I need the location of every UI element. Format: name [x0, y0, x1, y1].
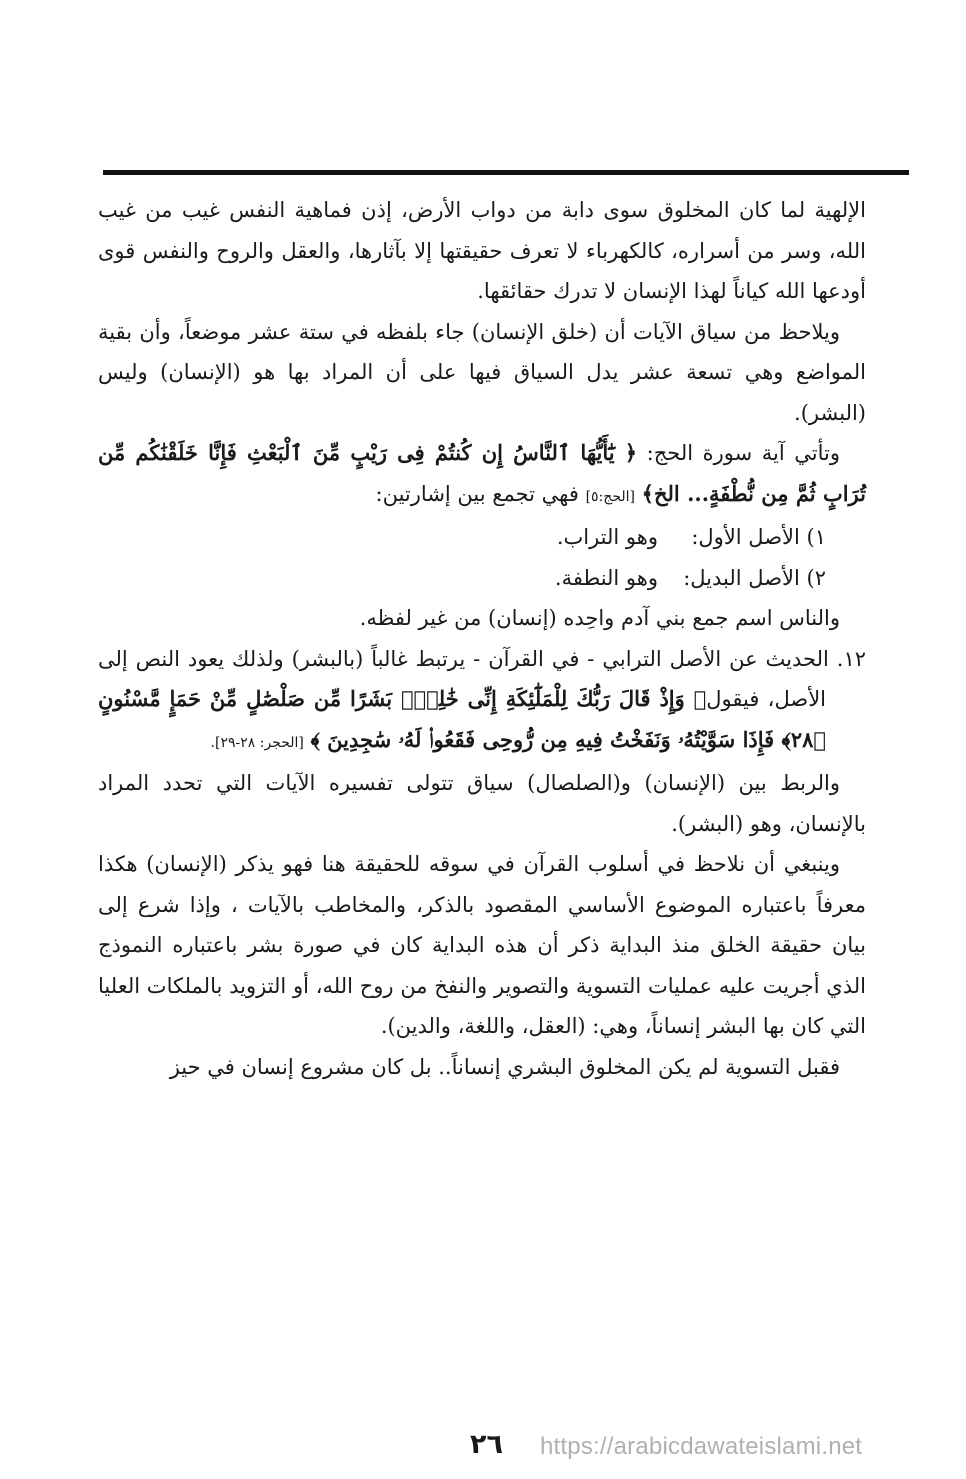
- paragraph-3-intro: وتأتي آية سورة الحج:: [637, 441, 840, 465]
- page-number: ٢٦: [470, 1429, 503, 1460]
- paragraph-2: ويلاحظ من سياق الآيات أن (خلق الإنسان) جاء بلفظه في ستة عشر موضعاً، وأن بقية المواضع وهي تسعة عشر يدل السياق فيها على أن المراد بها هو (الإنسان) وليس (البشر).: [98, 319, 866, 425]
- paragraph-5-intro: ١٢. الحديث عن الأصل الترابي - في القرآن - يرتبط غالباً (بالبشر) ولذلك يعود النص إلى الأصل، فيقول: [98, 646, 866, 711]
- list-item-1-value: وهو التراب.: [556, 525, 658, 549]
- quran-verse-hajj: ﴿ يَٰٓأَيُّهَا ٱلنَّاسُ إِن كُنتُمْ فِى رَيْبٍ مِّنَ ٱلْبَعْثِ فَإِنَّا خَلَقْنَٰكُم مِّن تُرَابٍ ثُمَّ مِن نُّطْفَةٍ... الخ﴾: [98, 440, 866, 506]
- list-item-1-label: ١) الأصل الأول:: [691, 525, 826, 549]
- paragraph-6: والربط بين (الإنسان) و(الصلصال) سياق تتولى تفسيره الآيات التي تحدد المراد بالإنسان، وهو (البشر).: [98, 771, 866, 836]
- verse-reference-hijr: [الحجر: ٢٨-٢٩].: [210, 734, 304, 751]
- list-item-2-value: وهو النطفة.: [554, 565, 658, 590]
- page-footer: [470, 1427, 910, 1467]
- paragraph-7: وينبغي أن نلاحظ في أسلوب القرآن في سوقه للحقيقة هنا فهو يذكر (الإنسان) هكذا معرفاً باعتباره الموضوع الأساسي المقصود بالذكر، والمخاطب بالآيات ، وإذا شرع إلى بيان حقيقة الخلق منذ البداية ذكر أن هذه البداية كان في صورة بشر باعتباره النموذج الذي أجريت عليه عمليات التسوية والتصوير والنفخ من روح الله، أو التزويد بالملكات العليا التي كان بها البشر إنساناً، وهي: (العقل، واللغة، والدين).: [98, 852, 866, 1038]
- watermark-url: https://arabicdawateislami.net: [540, 1433, 863, 1460]
- paragraph-4: والناس اسم جمع بني آدم واحِده (إنسان) من غير لفظه.: [359, 606, 840, 630]
- list-item-2: [98, 558, 866, 599]
- quran-verse-hijr: ﴿ وَإِذْ قَالَ رَبُّكَ لِلْمَلَٰٓئِكَةِ إِنِّى خَٰلِقٌۢ بَشَرًا مِّن صَلْصَٰلٍ مِّنْ حَمَإٍ مَّسْنُونٍ ﴿٢٨﴾ فَإِذَا سَوَّيْتُهُۥ وَنَفَخْتُ فِيهِ مِن رُّوحِى فَقَعُوا۟ لَهُۥ سَٰجِدِينَ ﴾: [98, 686, 826, 752]
- paragraph-3-rest: فهي تجمع بين إشارتين:: [375, 481, 586, 506]
- header-rule: [103, 170, 909, 175]
- verse-reference-hajj: [الحج:٥]: [585, 488, 635, 505]
- page-body: [98, 190, 866, 1087]
- paragraph-8: فقبل التسوية لم يكن المخلوق البشري إنساناً.. بل كان مشروع إنسان في حيز: [169, 1054, 840, 1079]
- list-item-2-label: ٢) الأصل البديل:: [683, 565, 826, 590]
- list-item-1: [98, 517, 866, 558]
- paragraph-3: [98, 433, 866, 517]
- paragraph-5: [98, 639, 866, 764]
- paragraph-1: الإلهية لما كان المخلوق سوى دابة من دواب الأرض، إذن فماهية النفس غيب من غيب الله، وسر من أسراره، كالكهرباء لا تعرف حقيقتها إلا بآثارها، والعقل والروح والنفس قوى أودعها الله كياناً لهذا الإنسان لا تدرك حقائقها.: [98, 198, 866, 303]
